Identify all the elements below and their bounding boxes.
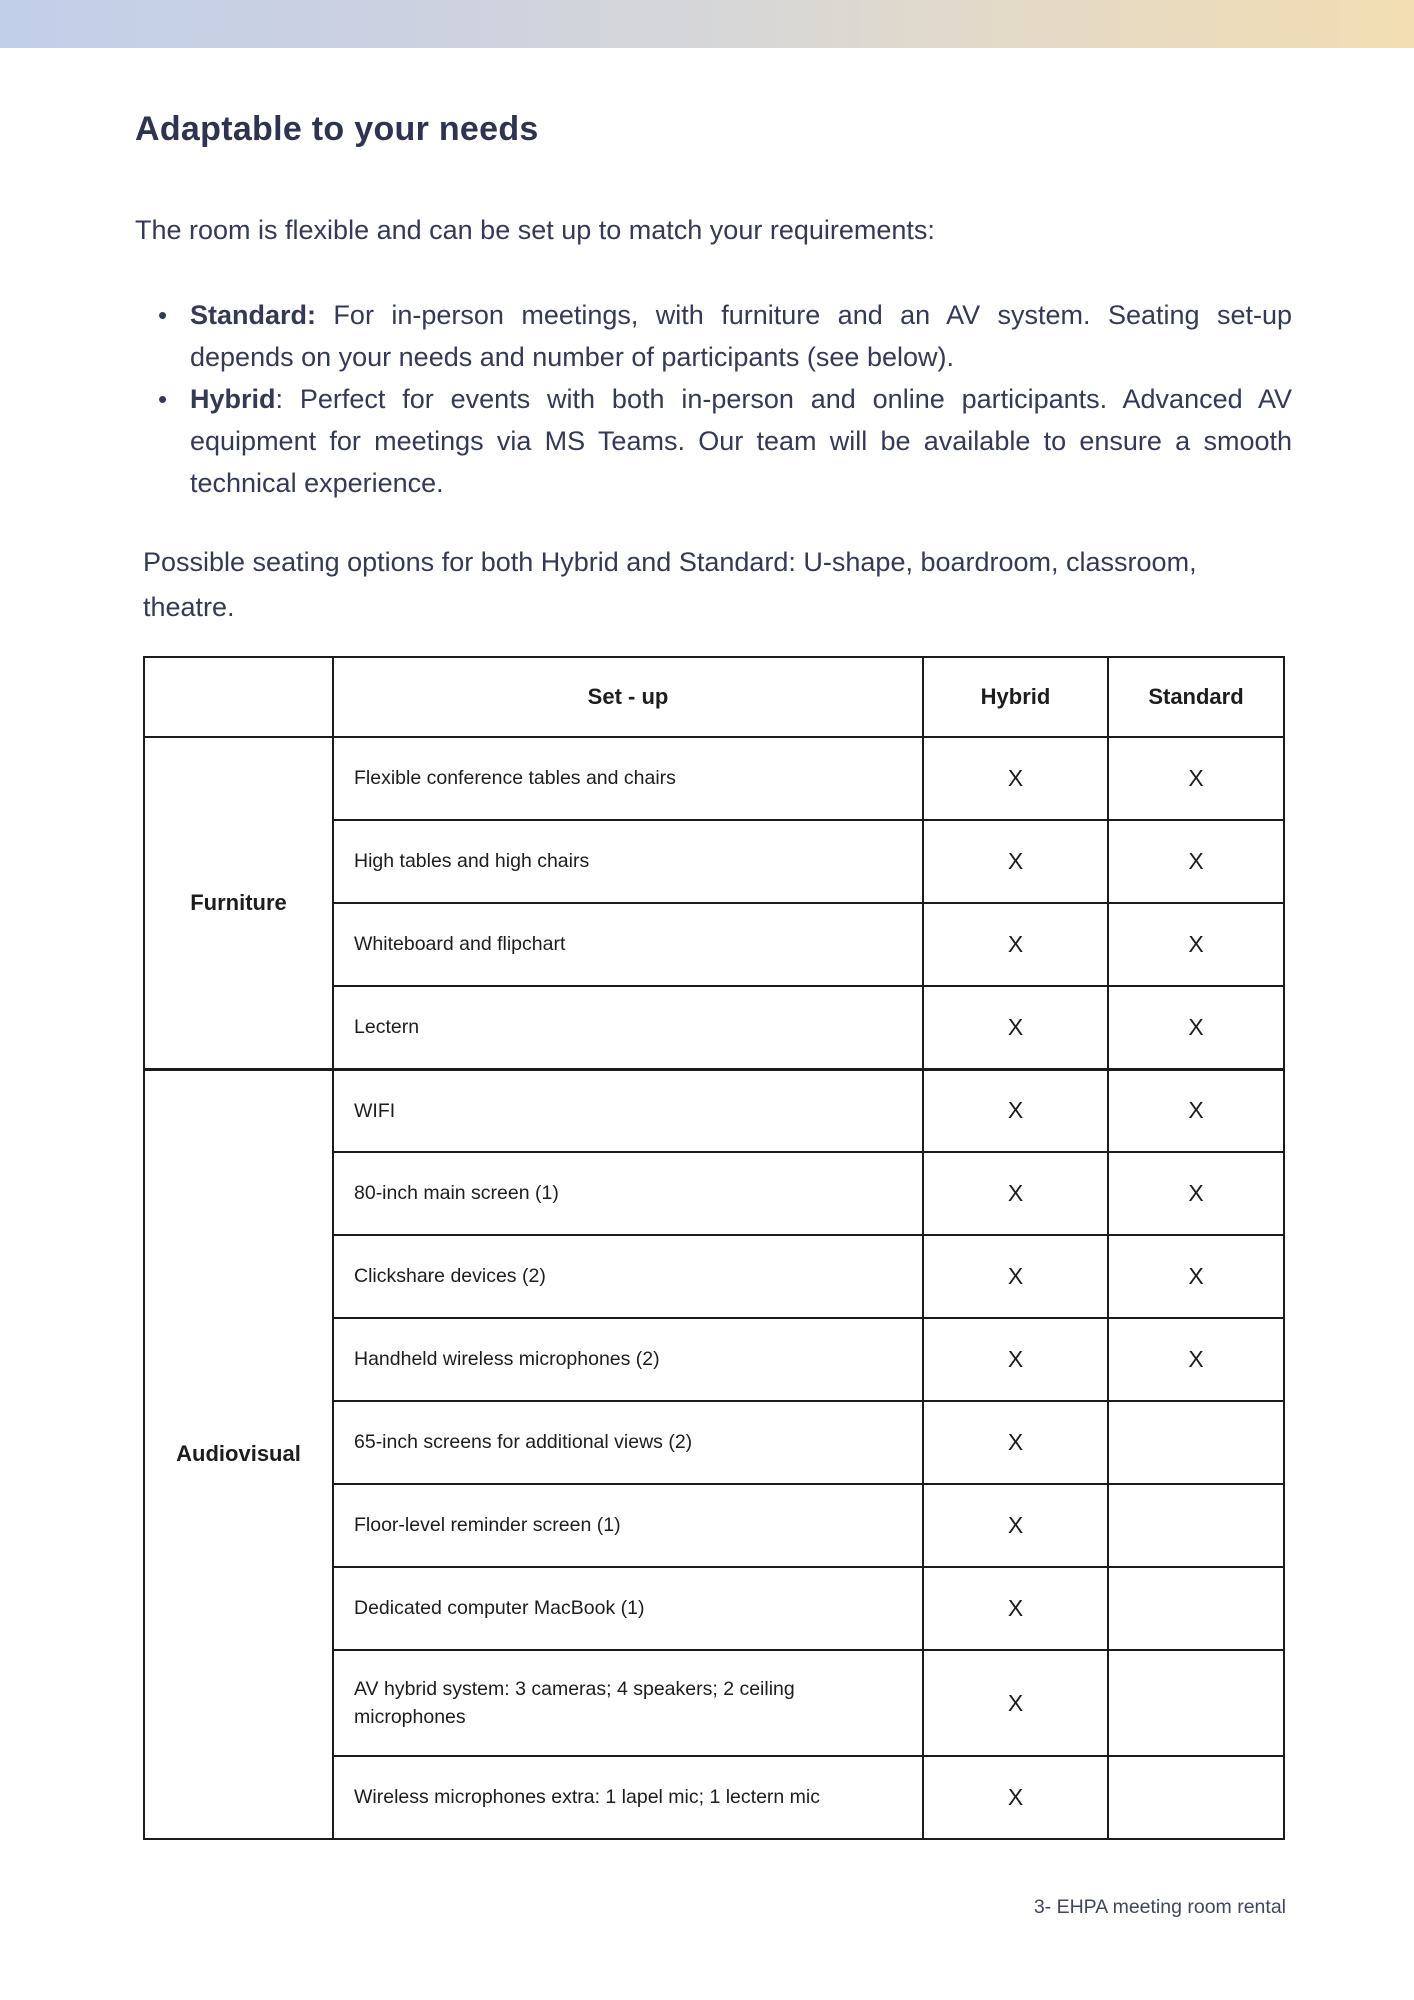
- standard-mark-cell: X: [1108, 737, 1284, 820]
- bullet-standard-label: Standard:: [190, 300, 317, 330]
- hybrid-mark-cell: X: [923, 820, 1108, 903]
- hybrid-mark-cell: X: [923, 1484, 1108, 1567]
- standard-mark-cell: X: [1108, 820, 1284, 903]
- page-content: [135, 110, 1292, 1840]
- standard-mark-cell: [1108, 1567, 1284, 1650]
- top-banner-gradient: [0, 0, 1414, 48]
- hybrid-mark-cell: X: [923, 903, 1108, 986]
- page-footer: 3- EHPA meeting room rental: [1033, 1896, 1286, 1918]
- group-cell-furniture: Furniture: [144, 737, 333, 1069]
- row-label: Clickshare devices (2): [333, 1235, 923, 1318]
- header-setup: Set - up: [333, 657, 923, 737]
- hybrid-mark-cell: X: [923, 986, 1108, 1069]
- row-label: AV hybrid system: 3 cameras; 4 speakers; 2 ceiling microphones: [333, 1650, 923, 1756]
- bullet-list: [135, 294, 1292, 504]
- standard-mark-cell: X: [1108, 1069, 1284, 1152]
- header-hybrid: Hybrid: [923, 657, 1108, 737]
- row-label: WIFI: [333, 1069, 923, 1152]
- standard-mark-cell: X: [1108, 1235, 1284, 1318]
- hybrid-mark-cell: X: [923, 1069, 1108, 1152]
- table-row: [144, 737, 1284, 820]
- table-header-row: [144, 657, 1284, 737]
- row-label: Floor-level reminder screen (1): [333, 1484, 923, 1567]
- bullet-hybrid-label: Hybrid: [190, 384, 276, 414]
- hybrid-mark-cell: X: [923, 1756, 1108, 1839]
- row-label: Lectern: [333, 986, 923, 1069]
- seating-note: Possible seating options for both Hybrid and Standard: U-shape, boardroom, classroom, theatre.: [143, 547, 1197, 622]
- standard-mark-cell: [1108, 1401, 1284, 1484]
- header-empty-cell: [144, 657, 333, 737]
- row-label: Dedicated computer MacBook (1): [333, 1567, 923, 1650]
- row-label: Whiteboard and flipchart: [333, 903, 923, 986]
- intro-paragraph: The room is flexible and can be set up to match your requirements:: [135, 215, 935, 245]
- hybrid-mark-cell: X: [923, 737, 1108, 820]
- standard-mark-cell: [1108, 1756, 1284, 1839]
- row-label: 80-inch main screen (1): [333, 1152, 923, 1235]
- bullet-standard-text: For in-person meetings, with furniture and an AV system. Seating set-up depends on your needs and number of participants (see below).: [190, 300, 1292, 372]
- hybrid-mark-cell: X: [923, 1567, 1108, 1650]
- bullet-hybrid-text: : Perfect for events with both in-person and online participants. Advanced AV equipment for meetings via MS Teams. Our team will be available to ensure a smooth technical experience.: [190, 384, 1292, 498]
- standard-mark-cell: X: [1108, 1152, 1284, 1235]
- group-cell-audiovisual: Audiovisual: [144, 1069, 333, 1839]
- header-standard: Standard: [1108, 657, 1284, 737]
- row-label: Flexible conference tables and chairs: [333, 737, 923, 820]
- setup-options-table: [143, 656, 1285, 1840]
- standard-mark-cell: [1108, 1484, 1284, 1567]
- bullet-item-standard: [135, 294, 1292, 378]
- hybrid-mark-cell: X: [923, 1650, 1108, 1756]
- hybrid-mark-cell: X: [923, 1235, 1108, 1318]
- standard-mark-cell: X: [1108, 986, 1284, 1069]
- standard-mark-cell: X: [1108, 1318, 1284, 1401]
- table-row: [144, 1069, 1284, 1152]
- hybrid-mark-cell: X: [923, 1318, 1108, 1401]
- hybrid-mark-cell: X: [923, 1152, 1108, 1235]
- standard-mark-cell: [1108, 1650, 1284, 1756]
- page-title: Adaptable to your needs: [135, 110, 539, 148]
- row-label: Wireless microphones extra: 1 lapel mic; 1 lectern mic: [333, 1756, 923, 1839]
- row-label: 65-inch screens for additional views (2): [333, 1401, 923, 1484]
- row-label: Handheld wireless microphones (2): [333, 1318, 923, 1401]
- row-label: High tables and high chairs: [333, 820, 923, 903]
- bullet-item-hybrid: [135, 378, 1292, 504]
- hybrid-mark-cell: X: [923, 1401, 1108, 1484]
- standard-mark-cell: X: [1108, 903, 1284, 986]
